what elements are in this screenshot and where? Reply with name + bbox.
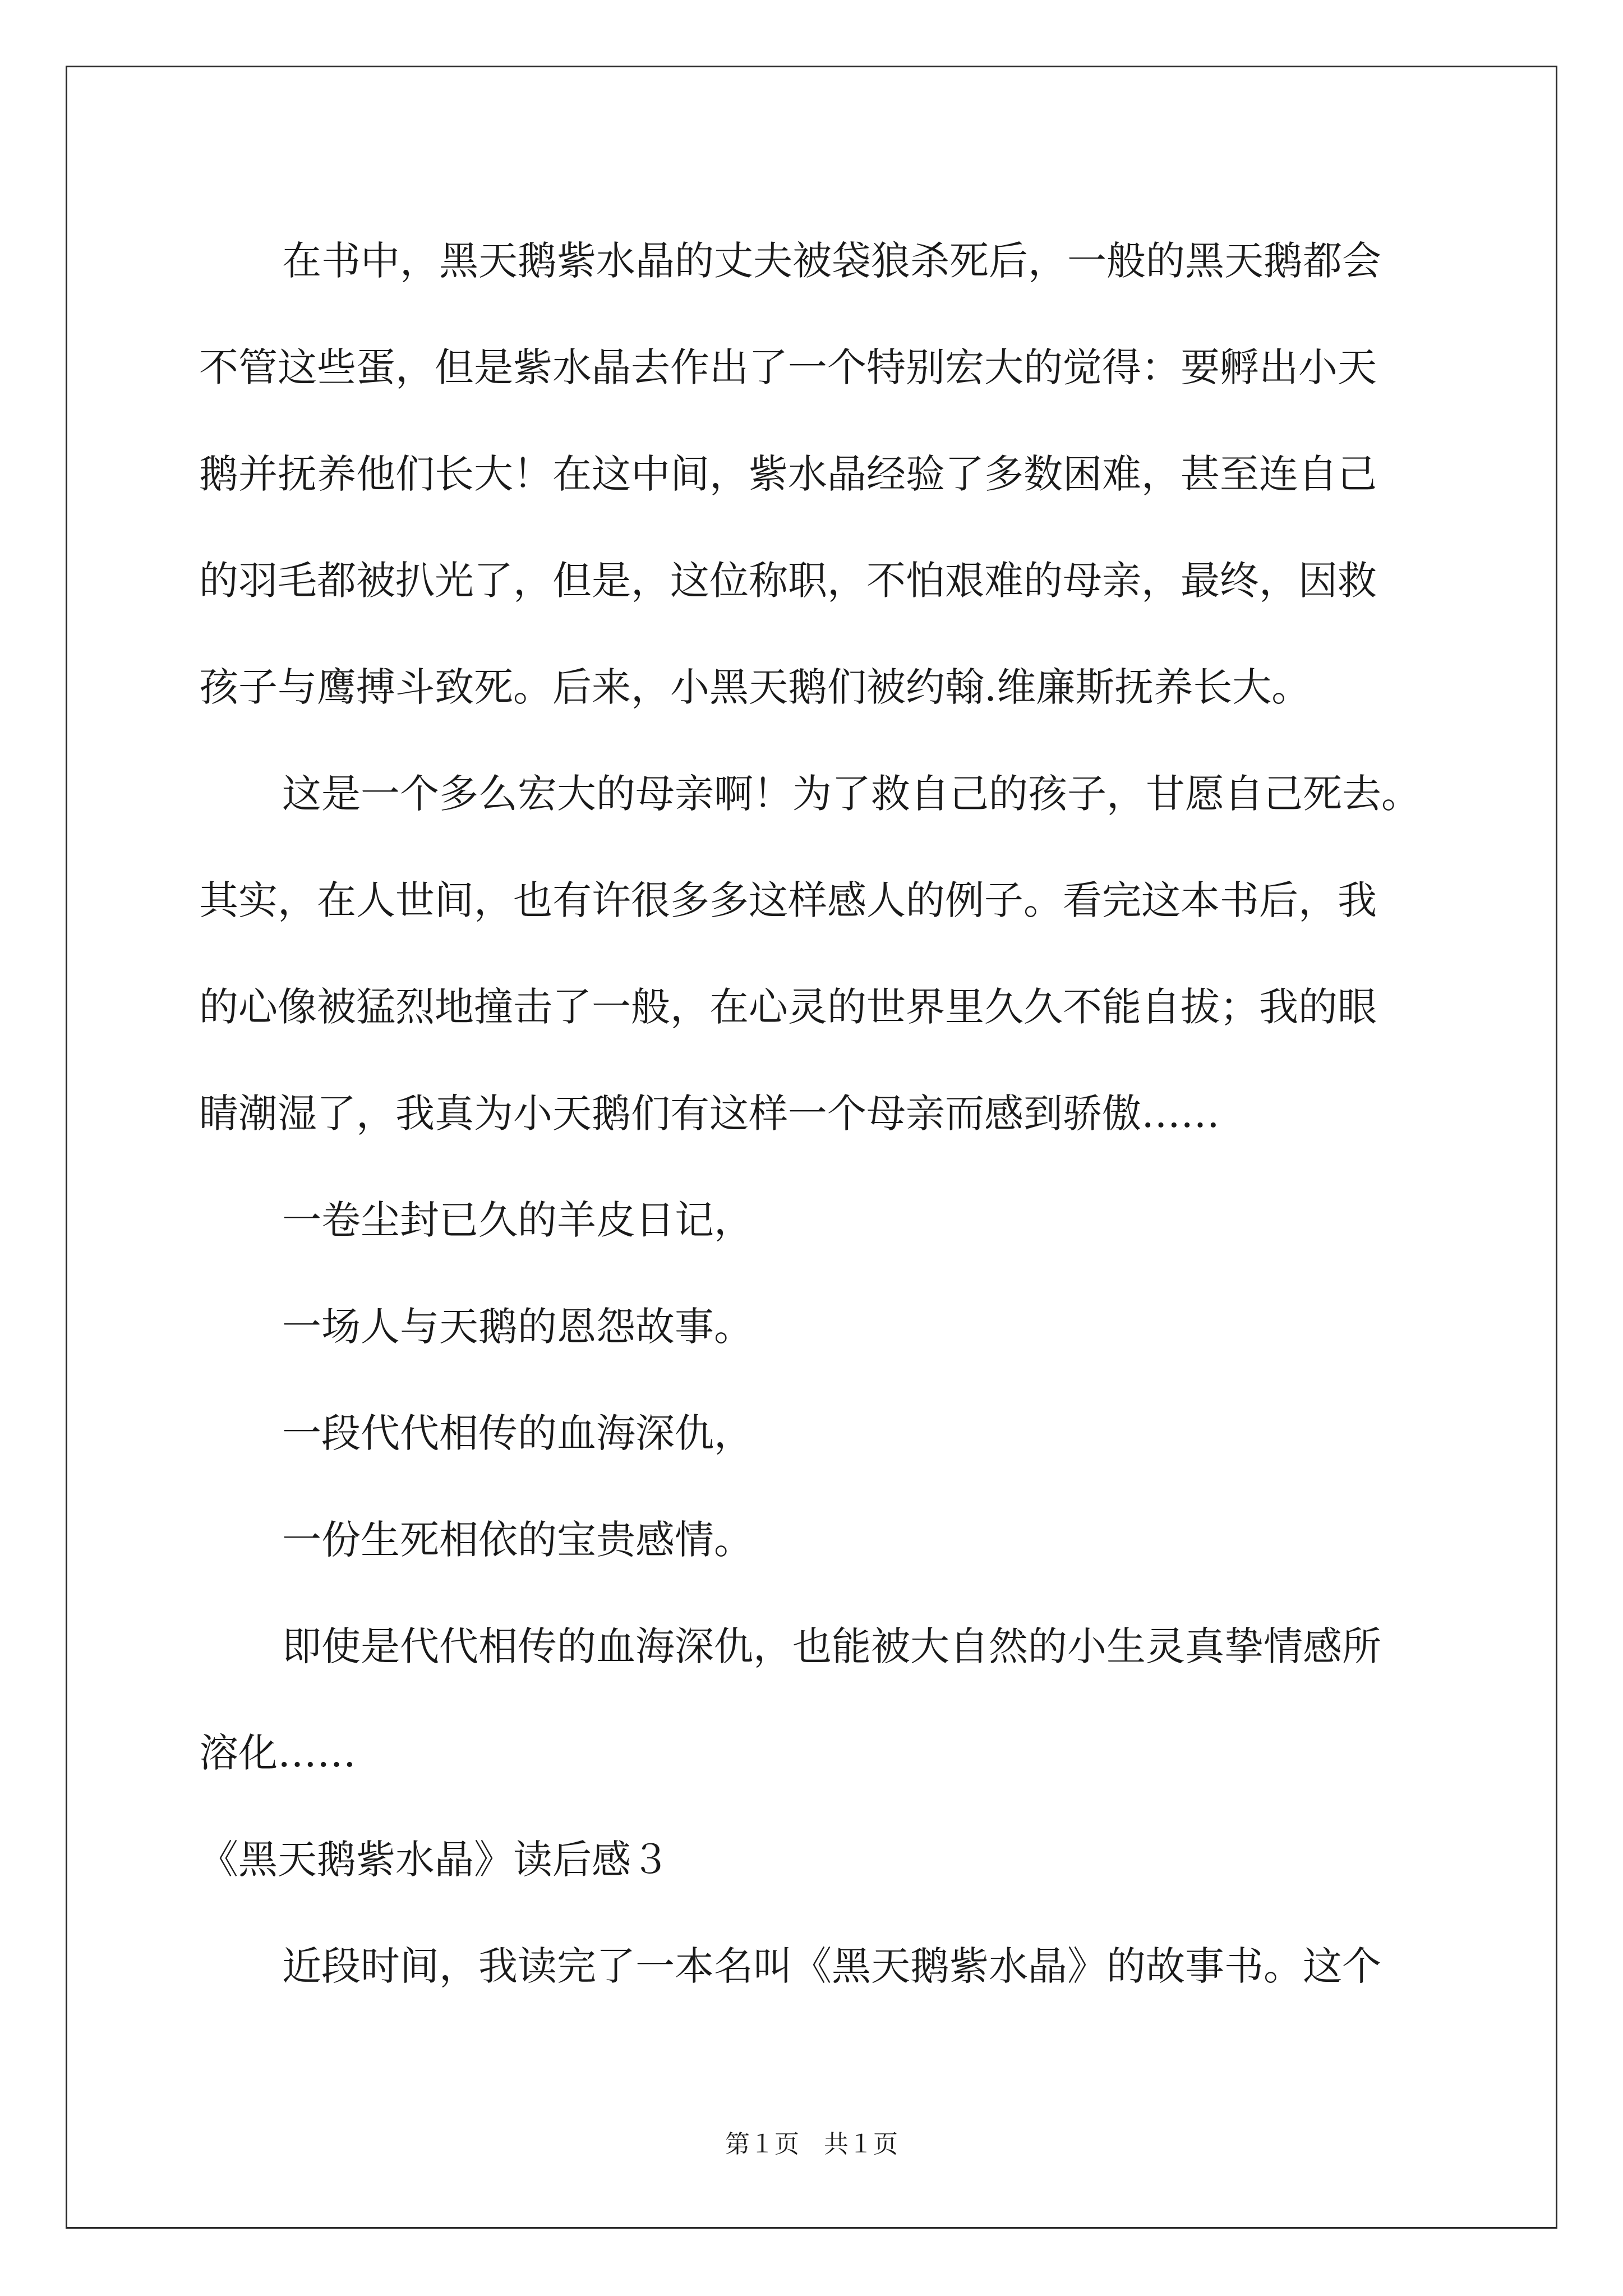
poem-line: 一卷尘封已久的羊皮日记， xyxy=(282,1197,753,1243)
text-line: 睛潮湿了，我真为小天鹅们有这样一个母亲而感到骄傲…… xyxy=(199,1091,1220,1137)
section-heading: 《黑天鹅紫水晶》读后感３ xyxy=(199,1837,670,1883)
text-line: 近段时间，我读完了一本名叫《黑天鹅紫水晶》的故事书。这个 xyxy=(282,1943,1381,1989)
text-line: 在书中，黑天鹅紫水晶的丈夫被袋狼杀死后，一般的黑天鹅都会 xyxy=(282,238,1381,284)
text-line: 溶化…… xyxy=(199,1730,356,1776)
text-line: 即使是代代相传的血海深仇，也能被大自然的小生灵真挚情感所 xyxy=(282,1623,1381,1669)
page-footer: 第１页 共１页 xyxy=(725,2130,898,2159)
text-line: 的羽毛都被扒光了，但是，这位称职，不怕艰难的母亲，最终，因救 xyxy=(199,558,1377,604)
text-line: 孩子与鹰搏斗致死。后来，小黑天鹅们被约翰.维廉斯抚养长大。 xyxy=(199,664,1311,710)
poem-line: 一段代代相传的血海深仇， xyxy=(282,1410,753,1456)
poem-line: 一份生死相依的宝贵感情。 xyxy=(282,1517,753,1563)
text-line: 这是一个多么宏大的母亲啊！为了救自己的孩子，甘愿自己死去。 xyxy=(282,771,1421,817)
document-body xyxy=(199,208,1472,2019)
text-line: 的心像被猛烈地撞击了一般，在心灵的世界里久久不能自拔；我的眼 xyxy=(199,984,1377,1030)
poem-line: 一场人与天鹅的恩怨故事。 xyxy=(282,1304,753,1350)
text-line: 不管这些蛋，但是紫水晶去作出了一个特别宏大的觉得：要孵出小天 xyxy=(199,344,1377,390)
text-line: 其实，在人世间，也有许很多多这样感人的例子。看完这本书后，我 xyxy=(199,877,1377,923)
text-line: 鹅并抚养他们长大！在这中间，紫水晶经验了多数困难，甚至连自己 xyxy=(199,451,1377,497)
